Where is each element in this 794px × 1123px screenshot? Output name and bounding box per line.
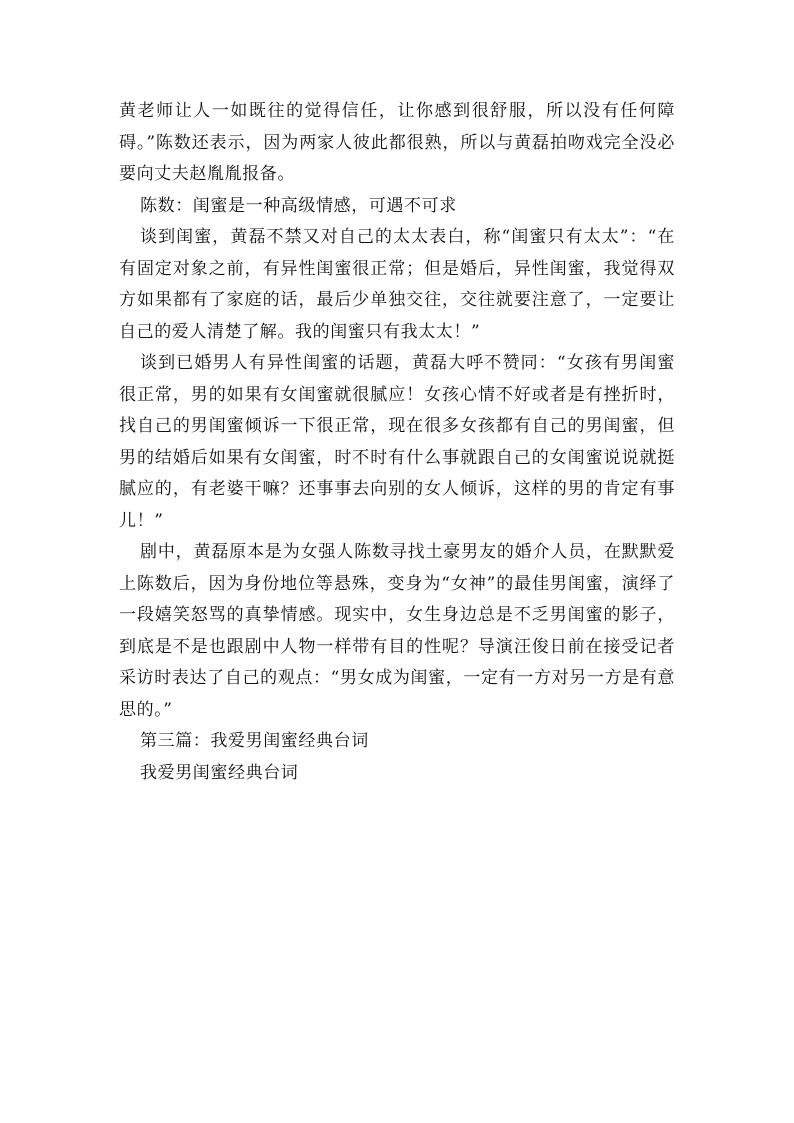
body-paragraph: 谈到闺蜜，黄磊不禁又对自己的太太表白，称“闺蜜只有太太”：“在有固定对象之前，有异性闺蜜很正常；但是婚后，异性闺蜜，我觉得双方如果都有了家庭的话，最后少单独交往，交往就要注意了，一定要让自己的爱人清楚了解。我的闺蜜只有我太太！”: [119, 227, 675, 342]
chapter-heading: 第三篇：我爱男闺蜜经典台词: [140, 731, 369, 751]
body-paragraph: 剧中，黄磊原本是为女强人陈数寻找土豪男友的婚介人员，在默默爱上陈数后，因为身份地位等悬殊，变身为“女神”的最佳男闺蜜，演绎了一段嬉笑怒骂的真挚情感。现实中，女生身边总是不乏男闺蜜的影子，到底是不是也跟剧中人物一样带有目的性呢？导演汪俊日前在接受记者采访时表达了自己的观点：“男女成为闺蜜，一定有一方对另一方是有意思的。”: [119, 542, 675, 720]
body-paragraph: 黄老师让人一如既往的觉得信任，让你感到很舒服，所以没有任何障碍。”陈数还表示，因为两家人彼此都很熟，所以与黄磊拍吻戏完全没必要向丈夫赵胤胤报备。: [119, 101, 675, 184]
document-page: [119, 96, 675, 789]
section-heading: 陈数：闺蜜是一种高级情感，可遇不可求: [140, 195, 457, 216]
body-paragraph: 谈到已婚男人有异性闺蜜的话题，黄磊大呼不赞同：“女孩有男闺蜜很正常，男的如果有女闺蜜就很腻应！女孩心情不好或者是有挫折时，找自己的男闺蜜倾诉一下很正常，现在很多女孩都有自己的男闺蜜，但男的结婚后如果有女闺蜜，时不时有什么事就跟自己的女闺蜜说说就挺腻应的，有老婆干嘛？还事事去向别的女人倾诉，这样的男的肯定有事儿！”: [119, 353, 675, 531]
section-heading: 我爱男闺蜜经典台词: [140, 762, 299, 783]
